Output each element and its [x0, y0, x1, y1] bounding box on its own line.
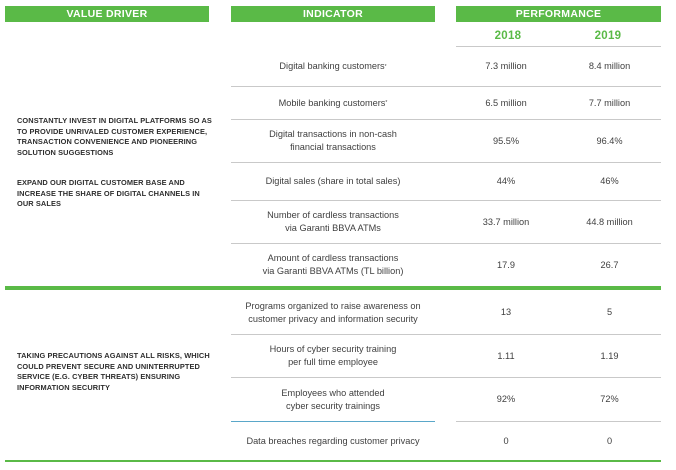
indicator-digital-sales: Digital sales (share in total sales) — [265, 176, 401, 186]
value-2019: 72% — [600, 394, 619, 404]
value-2018: 33.7 million — [482, 216, 530, 227]
value-2019: 26.7 — [600, 259, 619, 270]
indicator-text-line1: Amount of cardless transactions — [267, 253, 399, 263]
value-driver-digital-customer-base: EXPAND OUR DIGITAL CUSTOMER BASE AND INCREASE THE SHARE OF DIGITAL CHANNELS IN OUR SALES — [17, 178, 200, 209]
value-2019: 46% — [600, 176, 619, 186]
indicator-text: Digital banking customers — [279, 61, 385, 71]
header-indicator: INDICATOR — [231, 6, 435, 22]
value-driver-security: TAKING PRECAUTIONS AGAINST ALL RISKS, WHICH COULD PREVENT SECURE AND UNINTERRUPTED SERVICE (E.G. CYBER THREATS) ENSURING INFORMATION SECURITY — [17, 351, 210, 392]
value-2018: 1.11 — [497, 350, 515, 361]
value-driver-digital-platforms: CONSTANTLY INVEST IN DIGITAL PLATFORMS SO AS TO PROVIDE UNRIVALED CUSTOMER EXPERIENCE, TRANSACTION CONVENIENCE AND PIONEERING SOLUTION SUGGESTIONS — [17, 116, 212, 157]
indicator-text-line1: Digital transactions in non-cash — [269, 129, 397, 139]
indicator-text-line2: per full time employee — [288, 357, 378, 367]
value-2019: 1.19 — [600, 350, 619, 361]
indicator-text-line2: customer privacy and information security — [248, 313, 418, 324]
indicator-text-line2: financial transactions — [290, 142, 376, 152]
value-2019: 96.4% — [596, 135, 623, 146]
header-value-driver: VALUE DRIVER — [5, 6, 209, 22]
indicator-text-line1: Number of cardless transactions — [267, 210, 399, 220]
indicator-cardless-transactions-amount — [231, 244, 435, 286]
value-2019: 5 — [606, 307, 613, 317]
value-2018: 13 — [500, 307, 512, 317]
value-2018: 17.9 — [497, 259, 515, 270]
year-2019: 2019 — [594, 30, 622, 42]
value-2018: 92% — [496, 394, 516, 404]
section-separator — [5, 286, 661, 290]
bottom-rule — [5, 460, 661, 462]
value-2019: 7.7 million — [588, 97, 631, 108]
indicator-cyber-training-hours — [231, 335, 435, 377]
indicator-digital-transactions — [231, 120, 435, 162]
indicator-digital-banking-customers: Digital banking customers * — [279, 61, 387, 71]
indicator-text: Mobile banking customers — [278, 97, 386, 108]
indicator-text-line1: Employees who attended — [281, 387, 385, 398]
value-2018: 0 — [503, 435, 509, 446]
value-2019: 8.4 million — [588, 61, 631, 71]
indicator-awareness-programs — [231, 291, 435, 334]
indicator-text-line1: Hours of cyber security training — [269, 344, 397, 354]
indicator-mobile-banking-customers: Mobile banking customers * — [278, 97, 388, 108]
indicator-data-breaches: Data breaches regarding customer privacy — [246, 435, 420, 446]
indicator-text-line2: via Garanti BBVA ATMs (TL billion) — [262, 266, 404, 276]
value-2019: 0 — [606, 435, 613, 446]
value-2019: 44.8 million — [586, 216, 633, 227]
value-2018: 7.3 million — [485, 61, 527, 71]
indicator-text-line1: Programs organized to raise awareness on — [245, 300, 421, 311]
value-2018: 6.5 million — [485, 97, 527, 108]
value-2018: 44% — [496, 176, 516, 186]
indicator-text-line2: cyber security trainings — [286, 400, 380, 411]
year-2018: 2018 — [494, 30, 522, 42]
indicator-employees-trained — [231, 378, 435, 421]
indicator-text-line2: via Garanti BBVA ATMs — [285, 223, 381, 233]
indicator-cardless-transactions-number — [231, 201, 435, 243]
header-performance: PERFORMANCE — [456, 6, 661, 22]
value-2018: 95.5% — [492, 135, 520, 146]
